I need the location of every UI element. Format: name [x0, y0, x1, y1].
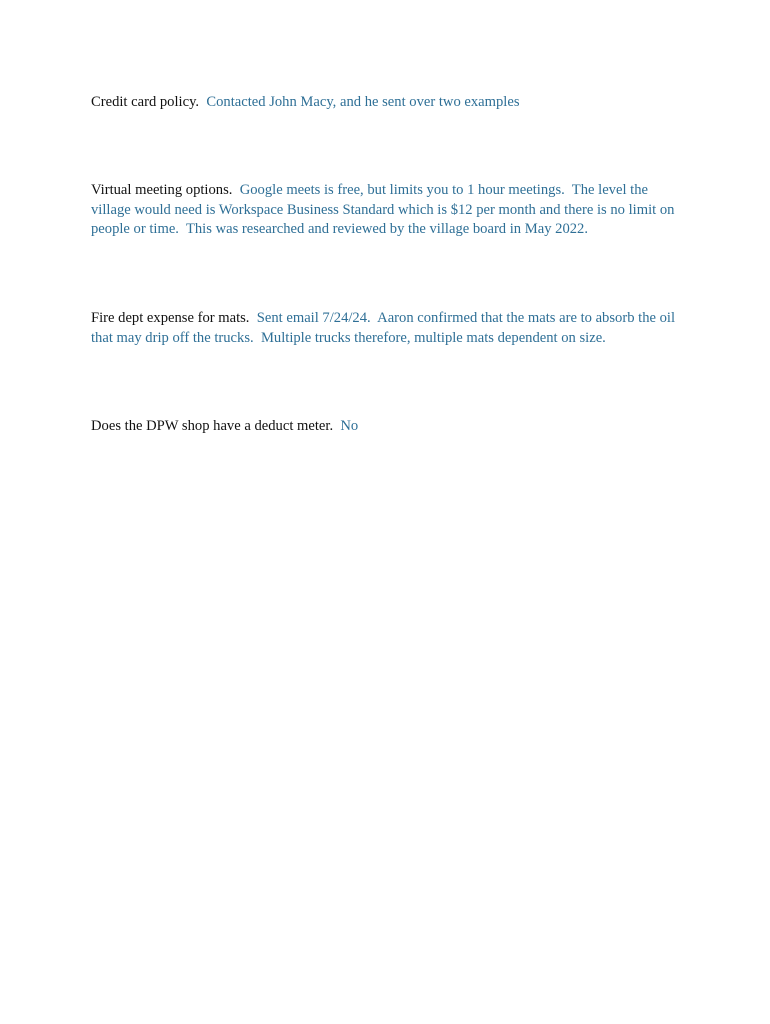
- note-answer: No: [340, 418, 359, 434]
- note-question: Fire dept expense for mats.: [91, 310, 250, 326]
- note-answer: Contacted John Macy, and he sent over two examples: [206, 94, 520, 110]
- note-item-dpw-deduct-meter: [91, 417, 691, 437]
- note-question: Virtual meeting options.: [91, 182, 233, 198]
- note-item-virtual-meeting-options: [91, 181, 691, 240]
- note-item-credit-card-policy: [91, 93, 691, 113]
- note-question: Credit card policy.: [91, 94, 200, 110]
- note-answer: Google meets is free, but limits you to 1 hour meetings. The level the village would need is Workspace Business Standard which is $12 per month and there is no limit on people or time. This was researched and reviewed by the village board in May 2022.: [91, 182, 679, 237]
- note-question: Does the DPW shop have a deduct meter.: [91, 418, 334, 434]
- note-item-fire-dept-expense: [91, 309, 691, 348]
- note-answer: Sent email 7/24/24. Aaron confirmed that the mats are to absorb the oil that may drip off the trucks. Multiple trucks therefore, multiple mats dependent on size.: [91, 310, 679, 346]
